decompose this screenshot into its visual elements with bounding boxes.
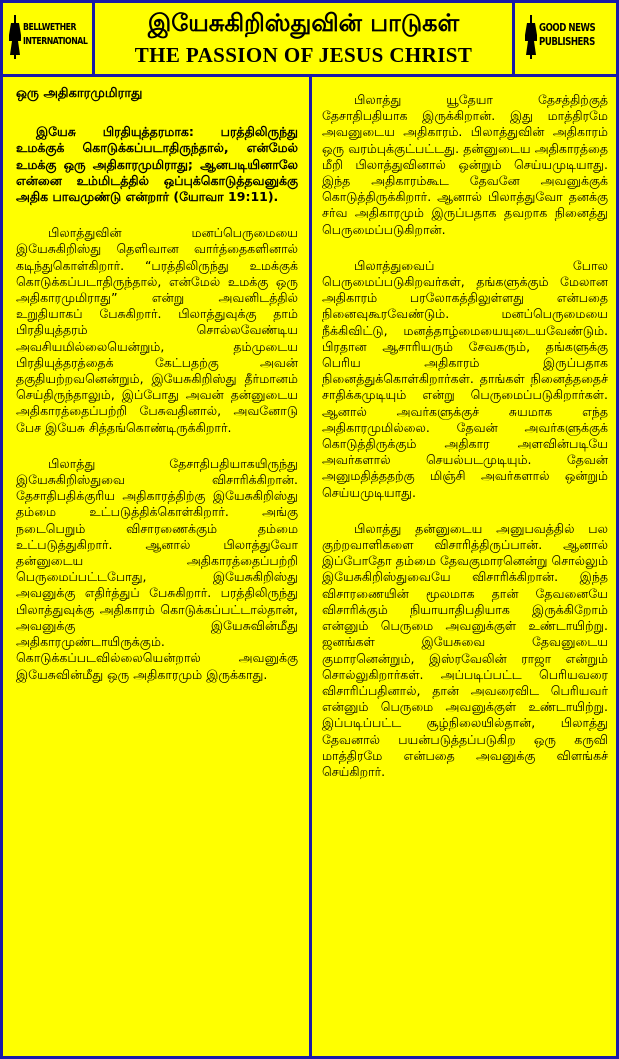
logo-line-2: PUBLISHERS — [539, 35, 595, 48]
paragraph: பிலாத்து தன்னுடைய அனுபவத்தில் பல குற்றவாளிகளை விசாரித்திருப்பான். ஆனால் இப்போதோ தம்மை தேவகுமாரனென்று சொல்லும் இயேசுகிறிஸ்துவையே விசாரிக்கிறான். இந்த விசாரணையின் மூலமாக தான் தேவனையே விசாரிக்கும் நியாயாதிபதியாக இருக்கிறோம் என்னும் பெருமை அவனுக்குள் உண்டாயிற்று. ஜனங்கள் இயேசுவை தேவனுடைய குமாரனென்றும், இஸ்ரவேலின் ராஜா என்றும் சொல்லுகிறார்கள். அப்படிப்பட்ட பெரியவரை விசாரிப்பதினால், தான் அவரைவிட பெரியவர் என்னும் பெருமை அவனுக்குள் உண்டாயிற்று. இப்படிப்பட்ட சூழ்நிலையில்தான், பிலாத்து தேவனால் பயன்படுத்தப்படுகிற ஒரு கருவி மாத்திரமே என்பதை அவனுக்கு விளங்கச் செய்கிறார். — [322, 520, 608, 779]
logo-line-1: GOOD NEWS — [539, 21, 596, 34]
right-column — [322, 92, 608, 800]
bellwether-logo-icon — [9, 15, 21, 59]
paragraph: பிலாத்து தேசாதிபதியாகயிருந்து இயேசுகிறிஸ்துவை விசாரிக்கிறான். தேசாதிபதிக்குரிய அதிகாரத்திற்கு இயேசுகிறிஸ்து தம்மை உட்படுத்திக்கொள்கிறார். அங்கு நடைபெறும் விசாரணைக்கும் தம்மை உட்படுத்துகிறார். ஆனால் பிலாத்துவோ தன்னுடைய அதிகாரத்தைப்பற்றி பெருமைப்பட்டபோது, இயேசுகிறிஸ்து அவனுக்கு எதிர்த்துப் பேசுகிறார். பரத்திலிருந்து பிலாத்துவுக்கு அதிகாரம் கொடுக்கப்பட்டால்தான், அவனுக்கு இயேசுவின்மீது அதிகாரமுண்டாயிருக்கும். கொடுக்கப்படவில்லையென்றால் அவனுக்கு இயேசுவின்மீது ஒரு அதிகாரமும் இருக்காது. — [16, 455, 298, 682]
column-divider — [309, 77, 312, 1056]
paragraph: பிலாத்து யூதேயா தேசத்திற்குத் தேசாதிபதியாக இருக்கிறான். இது மாத்திரமே அவனுடைய அதிகாரம். பிலாத்துவின் அதிகாரம் ஒரு வரம்புக்குட்பட்டது. தன்னுடைய அதிகாரத்தை மீறி பிலாத்துவினால் ஒன்றும் செய்யமுடியாது. இந்த அதிகாரம்கூட தேவனே அவனுக்குக் கொடுத்திருக்கிறார். ஆனால் பிலாத்துவோ தனக்கு சர்வ அதிகாரமும் இருப்பதாக தவறாக நினைத்து பெருமைப்படுகிறான். — [322, 92, 608, 237]
good-news-logo — [515, 3, 616, 74]
bellwether-logo — [3, 3, 95, 74]
good-news-logo-icon — [525, 15, 537, 59]
bellwether-logo-text — [23, 21, 87, 49]
title-tamil: இயேசுகிறிஸ்துவின் பாடுகள் — [147, 9, 460, 37]
scripture-quote: இயேசு பிரதியுத்தரமாக: பரத்திலிருந்து உமக்குக் கொடுக்கப்படாதிருந்தால், என்மேல் உமக்கு ஒரு அதிகாரமுமிராது; ஆனபடியினாலே என்னை உம்மிடத்தில் ஒப்புக்கொடுத்தவனுக்கு அதிக பாவமுண்டு என்றார் (யோவா 19:11). — [16, 124, 298, 205]
title-box — [95, 3, 515, 74]
logo-line-1: BELLWETHER — [23, 22, 77, 33]
section-heading: ஒரு அதிகாரமுமிராது — [16, 86, 143, 101]
good-news-logo-text — [539, 21, 595, 49]
logo-line-2: INTERNATIONAL — [23, 36, 88, 47]
paragraph: பிலாத்துவைப் போல பெருமைப்படுகிறவர்கள், தங்களுக்கும் மேலான அதிகாரம் பரலோகத்திலுள்ளது என்பதை நினைவுகூரவேண்டும். மனப்பெருமையை நீக்கிவிட்டு, மனத்தாழ்மையையுடையவேண்டும். பிரதான ஆசாரியரும் சேவகரும், தங்களுக்கு பெரிய அதிகாரம் இருப்பதாக நினைத்துக்கொள்கிறார்கள். தாங்கள் நினைத்ததைச் சாதிக்கமுடியும் என்று பெருமைப்படுகிறார்கள். ஆனால் அவர்களுக்குச் சுயமாக எந்த அதிகாரமுமில்லை. தேவன் அவர்களுக்குக் கொடுத்திருக்கும் அதிகார அளவின்படியே அவர்களால் செயல்படமுடியும். தேவன் அனுமதித்ததற்கு மிஞ்சி அவர்களால் ஒன்றும் செய்யமுடியாது. — [322, 257, 608, 500]
page-header — [3, 3, 616, 77]
title-english: THE PASSION OF JESUS CHRIST — [134, 43, 473, 67]
paragraph: பிலாத்துவின் மனப்பெருமையை இயேசுகிறிஸ்து தெளிவான வார்த்தைகளினால் கடிந்துகொள்கிறார். “பரத்திலிருந்து உமக்குக் கொடுக்கப்படாதிருந்தால், என்மேல் உமக்கு ஒரு அதிகாரமுமிராது” என்று அவனிடத்தில் உறுதியாகப் பேசுகிறார். பிலாத்துவுக்கு தாம் பிரதியுத்தரம் சொல்லவேண்டிய அவசியமில்லையென்றும், தம்முடைய பிரதியுத்தரத்தைக் கேட்பதற்கு அவன் தகுதியற்றவனென்றும், இயேசுகிறிஸ்து தீர்மானம் செய்திருந்தாலும், இப்போது அவன் தன்னுடைய அதிகாரத்தைப்பற்றி பேசுவதினால், அவனோடு பேச இயேசு சித்தங்கொண்டிருக்கிறார். — [16, 225, 298, 435]
left-column — [16, 86, 298, 703]
